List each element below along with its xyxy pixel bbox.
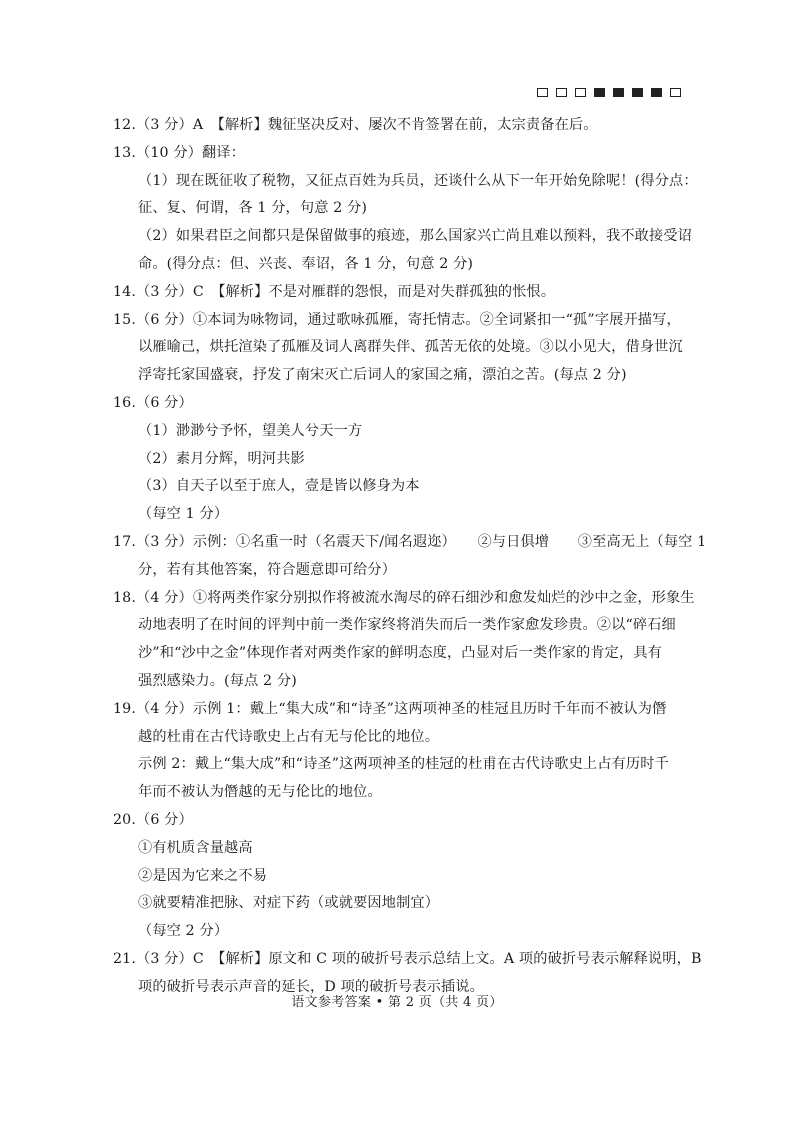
answer-line: 12.（3 分）A 【解析】魏征坚决反对、屡次不肯签署在前，太宗责备在后。 — [113, 117, 598, 133]
answer-line: 19.（4 分）示例 1：戴上“集大成”和“诗圣”这两项神圣的桂冠且历时千年而不被认为僭 — [113, 700, 667, 717]
answer-line: ②是因为它来之不易 — [138, 867, 268, 884]
answer-line: 以雁喻己，烘托渲染了孤雁及词人离群失伴、孤苦无依的处境。③以小见大，借身世沉 — [138, 339, 683, 356]
answer-line: 18.（4 分）①将两类作家分别拟作将被流水淘尽的碎石细沙和愈发灿烂的沙中之金，形象生 — [113, 589, 695, 606]
answer-line: 强烈感染力。(每点 2 分) — [138, 672, 297, 689]
answer-line: 动地表明了在时间的评判中前一类作家终将消失而后一类作家愈发珍贵。②以“碎石细 — [138, 617, 676, 634]
header-mark-filled — [651, 88, 662, 97]
answer-line: 项的破折号表示声音的延长，D 项的破折号表示插说。 — [138, 978, 484, 995]
answer-line: 越的杜甫在古代诗歌史上占有无与伦比的地位。 — [138, 728, 440, 745]
page-footer: 语文参考答案 • 第 2 页（共 4 页） — [291, 995, 503, 1010]
answer-line: 征、复、何谓，各 1 分，句意 2 分) — [138, 200, 368, 217]
answer-line: 浮寄托家国盛衰，抒发了南宋灭亡后词人的家国之痛，漂泊之苦。(每点 2 分) — [138, 367, 627, 384]
answer-line: 分，若有其他答案，符合题意即可给分） — [138, 561, 397, 578]
header-mark-empty — [537, 88, 548, 97]
answer-line: ③就要精准把脉、对症下药（或就要因地制宜） — [138, 895, 440, 912]
answer-line: （每空 2 分） — [138, 923, 229, 940]
answer-line: 16.（6 分） — [113, 394, 193, 411]
answer-line: 17.（3 分）示例：①名重一时（名震天下/闻名遐迩） ②与日俱增 ③至高无上（每空 1 — [113, 533, 707, 550]
answer-line: （每空 1 分） — [138, 506, 229, 523]
answer-content — [113, 112, 707, 1002]
answer-line: 14.（3 分）C 【解析】不是对雁群的怨恨，而是对失群孤独的怅恨。 — [113, 283, 556, 300]
header-mark-empty — [575, 88, 586, 97]
answer-line: （2）如果君臣之间都只是保留做事的痕迹，那么国家兴亡尚且难以预料，我不敢接受诏 — [138, 228, 693, 245]
answer-line: 13.（10 分）翻译： — [113, 144, 246, 161]
header-mark-filled — [613, 88, 624, 97]
header-marks — [537, 88, 681, 97]
answer-line: （1）渺渺兮予怀，望美人兮天一方 — [138, 422, 363, 439]
answer-line: ①有机质含量越高 — [138, 839, 253, 856]
answer-line: 命。(得分点：但、兴丧、奉诏，各 1 分，句意 2 分) — [138, 255, 474, 272]
header-mark-filled — [594, 88, 605, 97]
answer-line: 20.（6 分） — [113, 811, 193, 828]
answer-line: 年而不被认为僭越的无与伦比的地位。 — [138, 784, 382, 801]
answer-line: （1）现在既征收了税物，又征点百姓为兵员，还谈什么从下一年开始免除呢！(得分点： — [138, 172, 698, 189]
header-mark-empty — [670, 88, 681, 97]
answer-line: 示例 2：戴上“集大成”和“诗圣”这两项神圣的桂冠的杜甫在古代诗歌史上占有历时千 — [138, 756, 669, 773]
header-mark-empty — [556, 88, 567, 97]
header-mark-filled — [632, 88, 643, 97]
answer-line: 沙”和“沙中之金”体现作者对两类作家的鲜明态度，凸显对后一类作家的肯定，具有 — [138, 645, 663, 662]
answer-line: （3）自天子以至于庶人，壹是皆以修身为本 — [138, 478, 420, 495]
answer-line: （2）素月分辉，明河共影 — [138, 450, 305, 467]
answer-line: 21.（3 分）C 【解析】原文和 C 项的破折号表示总结上文。A 项的破折号表示解释说明，B — [113, 950, 702, 967]
answer-line: 15.（6 分）①本词为咏物词，通过歌咏孤雁，寄托情志。②全词紧扣一“孤”字展开描写， — [113, 311, 681, 328]
